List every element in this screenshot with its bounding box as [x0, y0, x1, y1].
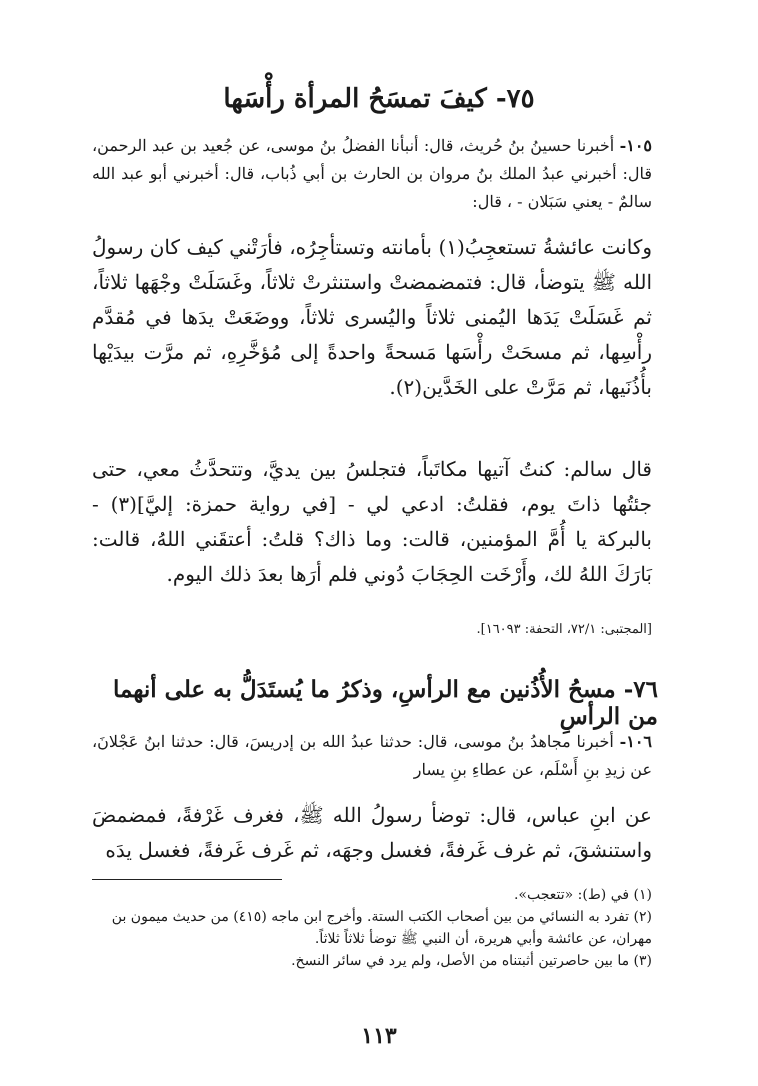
- hadith-105-reference: [المجتبى: ٧٢/١، التحفة: ١٦٠٩٣].: [476, 622, 652, 637]
- hadith-105-isnad-text: أخبرنا حسينُ بنُ حُريث، قال: أنبأنا الفضلُ بنُ موسى، عن جُعيد بن عبد الرحمن، قال: أخبرني عبدُ الملك بنُ مروان بن الحارث بن أبي ذُباب، قال: أخبرني أبو عبد الله سالمٌ - يعني سَبَلان - ، قال:: [92, 136, 652, 211]
- footnote-1: (١) في (ط): «تتعجب».: [513, 887, 652, 903]
- hadith-106-isnad-text: أخبرنا مجاهدُ بنُ موسى، قال: حدثنا عبدُ الله بن إدريسَ، قال: حدثنا ابنُ عَجْلانَ، عن زيدِ بنِ أَسْلَم، عن عطاءِ بنِ يسار: [92, 732, 652, 779]
- hadith-105-salim: قال سالم: كنتُ آتيها مكاتَباً، فتجلسُ بين يديَّ، وتتحدَّثُ معي، حتى جئتُها ذاتَ يوم، فقلتُ: ادعي لي - [في رواية حمزة: إليَّ](٣) - بالبركة يا أُمَّ المؤمنين، قالت: وما ذاك؟ قلتُ: أعتقَني اللهُ، قالت: بَارَكَ اللهُ لك، وأَرْخَت الحِجَابَ دُوني فلم أرَها بعدَ ذلك اليوم.: [92, 457, 652, 586]
- hadith-105-isnad: [92, 132, 652, 216]
- page-number: ١١٣: [361, 1023, 397, 1049]
- footnotes: [92, 884, 652, 972]
- hadith-105-text: وكانت عائشةُ تستعجِبُ(١) بأمانته وتستأجِرُه، فأرَتْني كيف كان رسولُ الله ﷺ يتوضأ، قال: فتمضمضتْ واستنثرتْ ثلاثاً، وغَسَلَتْ وجْهَها ثلاثاً، ثم غَسَلَتْ يَدَها اليُمنى ثلاثاً واليُسرى ثلاثاً، ووضَعَتْ يدَها في مُقدَّم رأْسِها، ثم مسحَتْ رأْسَها مَسحةً واحدةً إلى مُؤخَّرِهِ، ثم مرَّت بيدَيْها بأُذُنَيها، ثم مَرَّتْ على الخَدَّين(٢).: [92, 235, 653, 399]
- chapter-76-title: ٧٦- مسحُ الأُذُنين مع الرأسِ، وذكرُ ما يُستَدَلُّ به على أنهما من الرأسِ: [112, 676, 658, 730]
- footnote-3: (٣) ما بين حاصرتين أثبتناه من الأصل، ولم يرد في سائر النسخ.: [291, 953, 652, 969]
- hadith-106-text: عن ابنِ عباس، قال: توضأ رسولُ الله ﷺ، فغرف غَرْفةً، فمضمضَ واستنشقَ، ثم غرف غَرفةً، فغسل وجهَه، ثم غَرف غَرفةً، فغسل يدَه: [92, 803, 652, 862]
- hadith-106-number: ١٠٦-: [619, 732, 653, 751]
- footnote-2: (٢) تفرد به النسائي من بين أصحاب الكتب الستة. وأخرج ابن ماجه (٤١٥) من حديث ميمون بن مهران، عن عائشة وأبي هريرة، أن النبي ﷺ توضأ ثلاثاً ثلاثاً.: [111, 909, 652, 947]
- hadith-105-number: ١٠٥-: [619, 136, 653, 155]
- hadith-106-isnad: [92, 728, 652, 784]
- footnote-divider: [92, 879, 282, 880]
- chapter-75-title: ٧٥- كيفَ تمسَحُ المرأة رأْسَها: [223, 84, 535, 114]
